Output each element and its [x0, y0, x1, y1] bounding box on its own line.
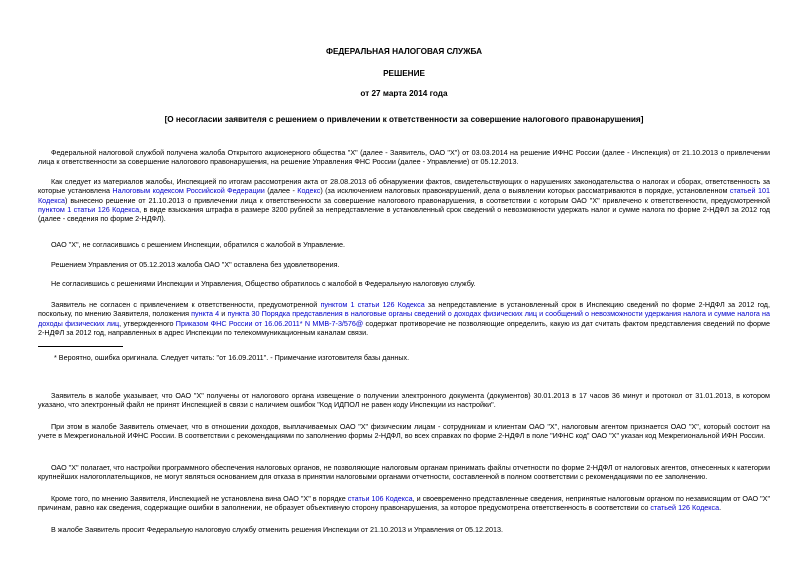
- link-article-126-p1-2[interactable]: пунктом 1 статьи 126 Кодекса: [320, 300, 425, 309]
- paragraph-10-text-c: .: [719, 503, 722, 513]
- paragraph-2-text-a: Как следует из материалов жалобы, Инспекцией по итогам рассмотрения акта от 28.08.2013 об обнаружении фактов, свидетельствующих о нарушениях законодательства о налогах и сборах, ответственность за которые установлена: [38, 177, 770, 196]
- footnote: * Вероятно, ошибка оригинала. Следует читать: "от 16.09.2011". - Примечание изготовителя базы данных.: [54, 353, 410, 362]
- paragraph-9: ОАО "X" полагает, что настройки программного обеспечения налоговых органов, не позволяющие налоговым органам принимать файлы отчетности по форме 2-НДФЛ от налоговых агентов, отнесенных к категории крупнейших налогоплательщиков, не могут являться основанием для отказа в принятии налоговыми органами отчетности, составленной в полном соответствии с рекомендациями по ее заполнению.: [38, 463, 770, 482]
- paragraph-4: Решением Управления от 05.12.2013 жалоба ОАО "X" оставлена без удовлетворения.: [51, 260, 340, 269]
- paragraph-1: Федеральной налоговой службой получена жалоба Открытого акционерного общества "X" (далее - Заявитель, ОАО "X") от 03.03.2014 на решение ИФНС России (далее - Инспекция) от 21.10.2013 о привлечении лица к ответственности за совершение налогового правонарушения, на решение Управления ФНС России (далее - Управление) от 05.12.2013.: [38, 148, 770, 167]
- link-article-106[interactable]: статьи 106 Кодекса: [347, 494, 413, 503]
- paragraph-6-text-d: , утвержденного: [119, 318, 176, 328]
- paragraph-7: Заявитель в жалобе указывает, что ОАО "X" получены от налогового органа извещение о получении электронного документа (документов) 30.01.2013 в 17 часов 36 минут и протокол от 31.01.2013, в котором указано, что электронный файл не принят Инспекцией в связи с наличием ошибок "Код ИДПОЛ не равен коду Инспекции из настройки".: [38, 391, 770, 410]
- paragraph-10-text-b: , и своевременно представленные сведения, непринятые налоговым органом по независящим от ОАО "X" причинам, равно как сведения, содержащие ошибки в заполнении, не образует объективную сторону правонарушения, за которое предусмотрена ответственность в соответствии со: [38, 494, 770, 513]
- link-point-4[interactable]: пункта 4: [191, 309, 220, 319]
- paragraph-6-text-a: Заявитель не согласен с привлечением к ответственности, предусмотренной: [51, 300, 321, 309]
- paragraph-6: [38, 300, 770, 337]
- link-article-101[interactable]: статьей 101 Кодекса: [38, 186, 770, 205]
- document-date: от 27 марта 2014 года: [360, 89, 448, 98]
- paragraph-2: [38, 177, 770, 223]
- link-article-126-p1[interactable]: пунктом 1 статьи 126 Кодекса: [38, 204, 140, 214]
- paragraph-11: В жалобе Заявитель просит Федеральную налоговую службу отменить решения Инспекции от 21.10.2013 и Управления от 05.12.2013.: [51, 525, 503, 534]
- link-article-126[interactable]: статьей 126 Кодекса: [650, 503, 720, 513]
- footnote-divider: [38, 346, 123, 347]
- document-subject: [О несогласии заявителя с решением о привлечении к ответственности за совершение налогового правонарушения]: [164, 115, 644, 124]
- link-tax-code[interactable]: Налоговым кодексом Российской Федерации: [112, 186, 265, 196]
- paragraph-8: При этом в жалобе Заявитель отмечает, что в отношении доходов, выплачиваемых ОАО "X" физическим лицам - сотрудникам и клиентам ОАО "X", налоговым агентом признается ОАО "X", который состоит на учете в Межрегиональной ИФНС России. В соответствии с рекомендациями по заполнению формы 2-НДФЛ, во всех справках по форме 2-НДФЛ в поле "ИФНС код" ОАО "X" указан код Межрегиональной ИФН России.: [38, 422, 770, 441]
- document-type: РЕШЕНИЕ: [383, 69, 425, 78]
- link-code[interactable]: Кодекс: [297, 186, 321, 196]
- paragraph-2-text-d: ) вынесено решение от 21.10.2013 о привлечении лица к ответственности за совершение налогового правонарушения, в соответствии с которым ОАО "X" привлечено к ответственности, предусмотренной: [65, 195, 770, 205]
- paragraph-2-text-b: (далее -: [264, 186, 298, 196]
- link-fns-order[interactable]: Приказом ФНС России от 16.06.2011* N ММВ-7-3/576@: [175, 318, 364, 328]
- paragraph-10: [38, 494, 770, 513]
- agency-title: ФЕДЕРАЛЬНАЯ НАЛОГОВАЯ СЛУЖБА: [325, 47, 483, 56]
- paragraph-6-text-b: за непредставление в установленный срок в Инспекцию сведений по форме 2-НДФЛ за 2012 год, поскольку, по мнению Заявителя, положения: [38, 300, 770, 319]
- paragraph-3: ОАО "X", не согласившись с решением Инспекции, обратился с жалобой в Управление.: [51, 240, 346, 249]
- paragraph-2-text-e: , в виде взыскания штрафа в размере 3200 рублей за непредставление в установленный срок сведений о невозможности удержать налог и сумме налога по форме 2-НДФЛ за 2012 год (далее - сведения по форме 2-НДФЛ).: [38, 204, 770, 224]
- paragraph-6-text-e: содержат противоречие не позволяющие определить, какую из дат считать фактом представления сведений по форме 2-НДФЛ за 2012 год, направленных в адрес Инспекции по телекоммуникационным каналам связи.: [38, 318, 770, 337]
- paragraph-6-text-c: и: [219, 309, 228, 319]
- paragraph-2-text-c: ) (за исключением налоговых правонарушений, дела о выявлении которых рассматриваются в порядке, установленном: [320, 186, 730, 196]
- paragraph-10-text-a: Кроме того, по мнению Заявителя, Инспекцией не установлена вина ОАО "X" в порядке: [51, 494, 348, 503]
- paragraph-5: Не согласившись с решениями Инспекции и Управления, Общество обратилось с жалобой в Федеральную налоговую службу.: [51, 279, 476, 288]
- link-point-30-procedure[interactable]: пункта 30 Порядка представления в налоговые органы сведений о доходах физических лиц и сообщений о невозможности удержания налога и сумме налога на доходы физических лиц: [38, 309, 771, 328]
